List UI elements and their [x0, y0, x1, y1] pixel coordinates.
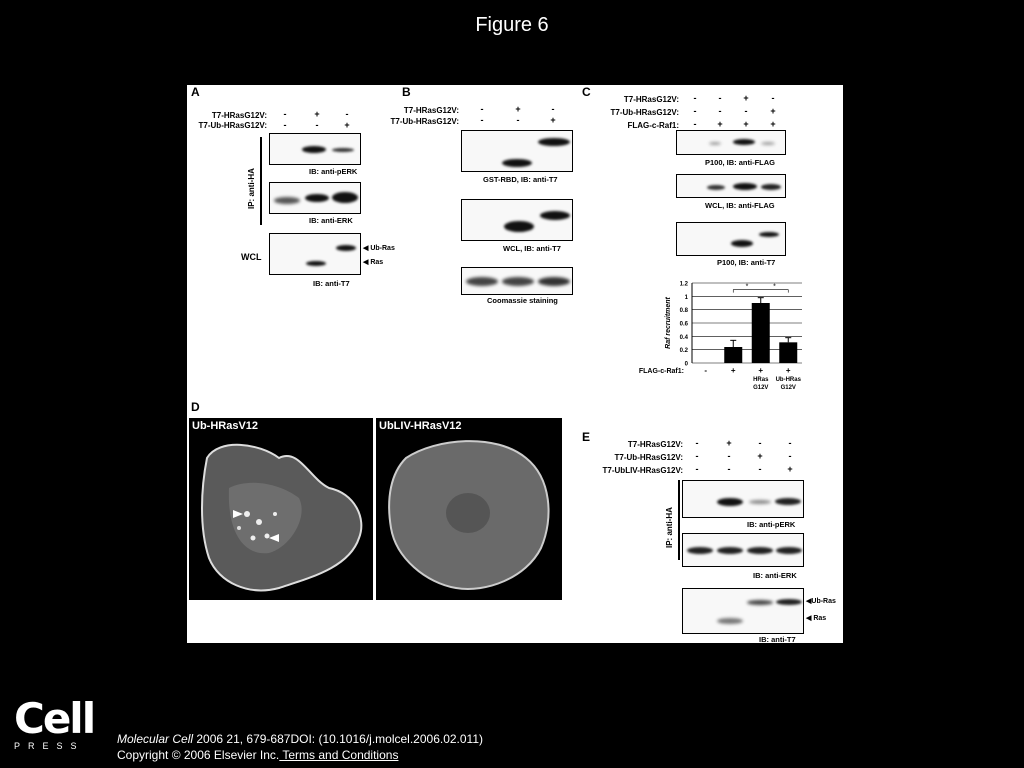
blot-a-erk-caption: IB: anti-ERK	[309, 216, 353, 225]
blot-b-gst-rbd	[461, 130, 573, 172]
panel-e-sign: -	[727, 451, 731, 461]
significance-star: *	[745, 283, 749, 291]
panel-b-sign: +	[550, 115, 556, 125]
citation-text: 2006 21, 679-687DOI: (10.1016/j.molcel.2006.02.011)	[193, 732, 484, 746]
ub-ras-label-e: Ub-Ras	[811, 598, 836, 605]
ip-bracket	[260, 137, 262, 225]
blot-c-p100-t7-caption: P100, IB: anti-T7	[717, 258, 776, 267]
bar	[779, 342, 797, 363]
blot-a-t7-caption: IB: anti-T7	[313, 279, 350, 288]
panel-c-letter: C	[582, 85, 591, 99]
panel-c-sign: +	[717, 119, 723, 129]
y-tick-label: 0.4	[679, 334, 688, 341]
panel-e-sign: -	[788, 438, 792, 448]
panel-a-wcl-label: WCL	[241, 252, 262, 262]
panel-c-sign: -	[693, 106, 697, 116]
ras-arrow-a: ◀ Ras	[363, 259, 384, 266]
significance-star: *	[773, 283, 776, 291]
ub-ras-arrow-a: ◀ Ub-Ras	[363, 245, 395, 252]
figure-panel	[187, 85, 843, 643]
panel-e-row1-label: T7-HRasG12V:	[627, 440, 683, 449]
panel-c-sign: -	[718, 93, 722, 103]
panel-a-row1-label: T7-HRasG12V:	[211, 111, 267, 120]
panel-e-row3-label: T7-UbLIV-HRasG12V:	[602, 466, 683, 475]
panel-b-sign: -	[551, 104, 555, 114]
panel-e-ip-label: IP: anti-HA	[665, 507, 674, 548]
logo-sub: PRESS	[14, 741, 85, 751]
ub-ras-label: Ub-Ras	[370, 245, 395, 252]
panel-e-sign: +	[726, 438, 732, 448]
micrograph-ubliv-hrasv12	[376, 418, 562, 600]
panel-c-sign: -	[693, 119, 697, 129]
ip-bracket-e	[678, 480, 680, 560]
panel-a-sign: +	[344, 120, 350, 130]
panel-e-sign: -	[788, 451, 792, 461]
panel-c-sign: -	[744, 106, 748, 116]
x-category-sign: +	[730, 366, 736, 375]
x-category-label: HRas	[753, 377, 769, 383]
micrograph-ub-hrasv12	[189, 418, 373, 600]
blot-e-perk-caption: IB: anti-pERK	[747, 520, 796, 529]
significance-bracket	[733, 290, 788, 293]
panel-c-sign: -	[693, 93, 697, 103]
raf-recruitment-chart	[637, 275, 817, 395]
blot-a-t7	[269, 233, 361, 275]
panel-c-sign: +	[743, 93, 749, 103]
panel-b-letter: B	[402, 85, 411, 99]
micrograph-ubliv-hrasv12-label: UbLIV-HRasV12	[379, 420, 462, 432]
logo-word: Cell	[14, 694, 95, 743]
blot-c-wcl-flag	[676, 174, 786, 198]
panel-e-sign: -	[695, 451, 699, 461]
x-category-label: G12V	[780, 385, 796, 391]
panel-c-sign: +	[743, 119, 749, 129]
panel-c-sign: -	[718, 106, 722, 116]
blot-e-perk	[682, 480, 804, 518]
y-tick-label: 0.8	[679, 308, 688, 315]
cell-press-logo	[14, 694, 95, 751]
panel-a-sign: -	[315, 120, 319, 130]
blot-c-wcl-flag-caption: WCL, IB: anti-FLAG	[705, 201, 775, 210]
panel-c-row1-label: T7-HRasG12V:	[623, 95, 679, 104]
blot-b-wcl	[461, 199, 573, 241]
x-category-sign: -	[704, 366, 708, 375]
panel-c-sign: +	[770, 106, 776, 116]
ras-label: Ras	[370, 259, 384, 266]
panel-b-sign: +	[515, 104, 521, 114]
panel-a-row2-label: T7-Ub-HRasG12V:	[198, 121, 267, 130]
micrograph-ub-hrasv12-label: Ub-HRasV12	[192, 420, 259, 432]
panel-a-ip-label: IP: anti-HA	[247, 168, 256, 209]
ub-ras-arrow-e: ◀Ub-Ras	[806, 598, 836, 605]
copyright-text: Copyright © 2006 Elsevier Inc.	[117, 748, 280, 762]
blot-c-p100-t7	[676, 222, 786, 256]
journal-name: Molecular Cell	[117, 732, 194, 746]
panel-e-sign: -	[695, 464, 699, 474]
panel-b-row2-label: T7-Ub-HRasG12V:	[390, 117, 459, 126]
panel-c-sign: +	[770, 119, 776, 129]
ras-arrow-e: ◀ Ras	[806, 615, 827, 622]
blot-c-p100-flag	[676, 130, 786, 155]
y-tick-label: 0.2	[679, 348, 688, 355]
panel-a-letter: A	[191, 85, 200, 99]
x-category-label: G12V	[753, 385, 769, 391]
panel-a-sign: +	[314, 109, 320, 119]
bar	[752, 303, 770, 363]
blot-b-coomassie	[461, 267, 573, 295]
blot-b-wcl-caption: WCL, IB: anti-T7	[503, 244, 561, 253]
cell-ubliv-hrasv12-image	[376, 418, 562, 600]
panel-c-sign: -	[771, 93, 775, 103]
panel-d-letter: D	[191, 400, 200, 414]
panel-e-sign: -	[695, 438, 699, 448]
blot-e-t7-caption: IB: anti-T7	[759, 635, 796, 643]
y-tick-label: 0	[684, 361, 688, 368]
slide-title: Figure 6	[475, 14, 549, 36]
x-row-label: FLAG-c-Raf1:	[638, 368, 684, 375]
blot-a-perk	[269, 133, 361, 165]
blot-b-gst-rbd-caption: GST-RBD, IB: anti-T7	[483, 175, 558, 184]
panel-b-sign: -	[480, 104, 484, 114]
blot-e-erk-caption: IB: anti-ERK	[753, 571, 797, 580]
y-tick-label: 1	[684, 294, 688, 301]
blot-b-coomassie-caption: Coomassie staining	[487, 296, 558, 305]
x-category-sign: +	[785, 366, 791, 375]
bar	[724, 347, 742, 363]
copyright-line	[117, 748, 398, 762]
panel-e-sign: -	[758, 464, 762, 474]
blot-c-p100-flag-caption: P100, IB: anti-FLAG	[705, 158, 776, 167]
panel-a-sign: -	[345, 109, 349, 119]
blot-a-erk	[269, 182, 361, 214]
y-tick-label: 0.6	[679, 321, 688, 328]
x-category-label: Ub-HRas	[775, 377, 801, 383]
panel-e-sign: -	[727, 464, 731, 474]
panel-e-letter: E	[582, 430, 591, 444]
x-category-sign: +	[758, 366, 764, 375]
cell-ub-hrasv12-image	[189, 418, 373, 600]
panel-e-sign: -	[758, 438, 762, 448]
panel-a-sign: -	[283, 109, 287, 119]
terms-link[interactable]: Terms and Conditions	[279, 748, 399, 762]
panel-e-sign: +	[787, 464, 793, 474]
ras-label-e: Ras	[813, 615, 827, 622]
panel-b-sign: -	[516, 115, 520, 125]
citation-line	[117, 732, 483, 746]
panel-a-sign: -	[283, 120, 287, 130]
panel-b-row1-label: T7-HRasG12V:	[403, 106, 459, 115]
blot-e-t7	[682, 588, 804, 634]
blot-a-perk-caption: IB: anti-pERK	[309, 167, 358, 176]
panel-c-row2-label: T7-Ub-HRasG12V:	[610, 108, 679, 117]
panel-c-row3-label: FLAG-c-Raf1:	[627, 121, 679, 130]
panel-e-sign: +	[757, 451, 763, 461]
panel-e-row2-label: T7-Ub-HRasG12V:	[614, 453, 683, 462]
y-tick-label: 1.2	[679, 281, 688, 288]
panel-b-sign: -	[480, 115, 484, 125]
y-axis-label: Raf recruitment	[665, 297, 672, 349]
blot-e-erk	[682, 533, 804, 567]
